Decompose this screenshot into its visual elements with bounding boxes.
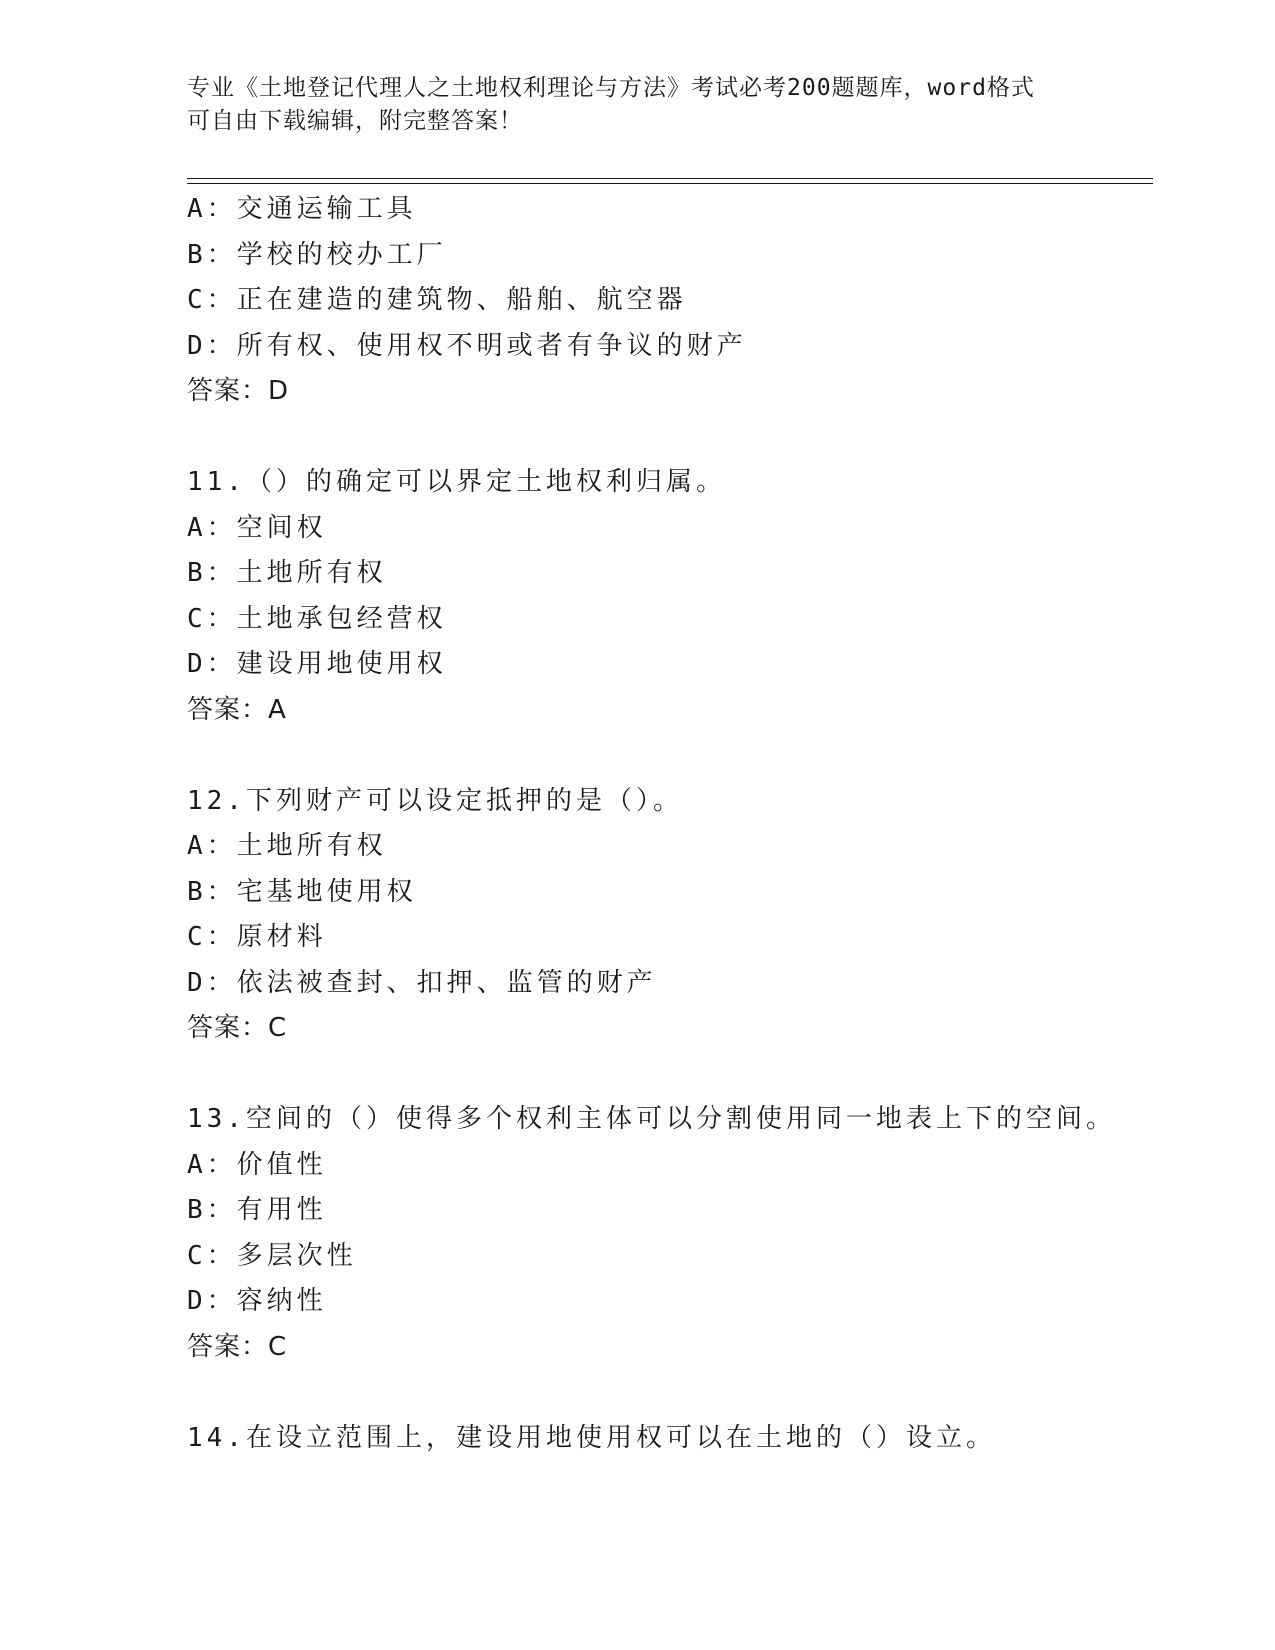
spacer [187,415,1147,461]
spacer [187,1052,1147,1098]
option-a: A：空间权 [187,512,327,543]
question-block [187,1416,1147,1462]
answer-line: 答案：D [187,376,290,406]
option-b: B：宅基地使用权 [187,876,417,907]
spacer [187,1370,1147,1416]
question-stem: 12.下列财产可以设定抵押的是（）。 [187,785,683,816]
answer-line: 答案：A [187,694,287,725]
option-a: A：交通运输工具 [187,194,417,224]
header-line-1: 专业《土地登记代理人之土地权利理论与方法》考试必考200题题库，word格式 [187,75,1035,101]
option-c: C：原材料 [187,922,327,952]
question-list [187,187,1147,1461]
option-a: A：价值性 [187,1149,327,1180]
option-c: C：多层次性 [187,1240,357,1271]
option-d: D：依法被查封、扣押、监管的财产 [187,967,657,998]
question-stem: 11.（）的确定可以界定土地权利归属。 [187,467,726,497]
question-block [187,187,1147,415]
option-b: B：土地所有权 [187,558,387,588]
option-d: D：建设用地使用权 [187,649,447,679]
question-stem: 13.空间的（）使得多个权利主体可以分割使用同一地表上下的空间。 [187,1104,1116,1134]
option-c: C：正在建造的建筑物、船舶、航空器 [187,285,687,315]
header-divider-top [187,178,1153,179]
answer-line: 答案：C [187,1013,288,1043]
option-c: C：土地承包经营权 [187,603,447,634]
question-block [187,460,1147,733]
spacer [187,733,1147,779]
header-divider-bottom [187,183,1153,184]
option-d: D：所有权、使用权不明或者有争议的财产 [187,330,747,361]
question-stem: 14.在设立范围上，建设用地使用权可以在土地的（）设立。 [187,1422,996,1453]
option-d: D：容纳性 [187,1286,327,1316]
answer-line: 答案：C [187,1331,288,1362]
header-line-2: 可自由下载编辑，附完整答案！ [187,108,523,134]
document-header [187,72,1087,138]
option-a: A：土地所有权 [187,831,387,861]
question-block [187,779,1147,1052]
option-b: B：有用性 [187,1195,327,1225]
question-block [187,1097,1147,1370]
option-b: B：学校的校办工厂 [187,239,447,270]
